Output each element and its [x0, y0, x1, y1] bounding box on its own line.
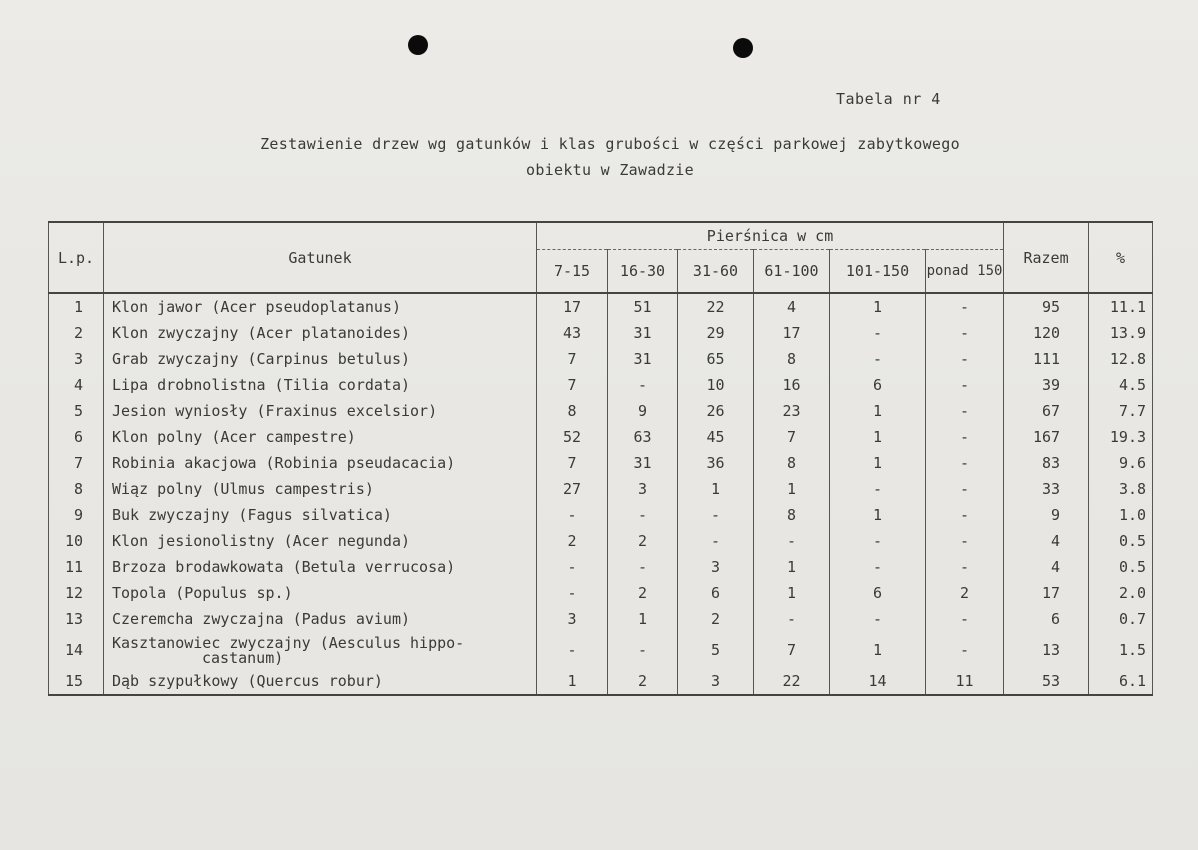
- class-count: 6: [830, 580, 926, 606]
- row-number: 14: [49, 632, 104, 668]
- class-count: -: [926, 293, 1004, 320]
- class-count: 27: [537, 476, 608, 502]
- class-count: 8: [537, 398, 608, 424]
- row-percent: 0.5: [1089, 554, 1153, 580]
- class-count: 16: [754, 372, 830, 398]
- species-name: [104, 346, 537, 372]
- class-count: -: [926, 554, 1004, 580]
- class-count: 7: [537, 450, 608, 476]
- row-percent: 1.0: [1089, 502, 1153, 528]
- row-total: 95: [1004, 293, 1089, 320]
- row-total: 67: [1004, 398, 1089, 424]
- table-row: [49, 320, 1153, 346]
- column-header-class: 16-30: [608, 250, 678, 294]
- row-number: 2: [49, 320, 104, 346]
- row-number: 5: [49, 398, 104, 424]
- class-count: 31: [608, 346, 678, 372]
- row-number: 3: [49, 346, 104, 372]
- species-name-text: Dąb szypułkowy (Quercus robur): [112, 672, 383, 690]
- class-count: -: [830, 528, 926, 554]
- class-count: 43: [537, 320, 608, 346]
- class-count: 1: [754, 476, 830, 502]
- table-row: [49, 580, 1153, 606]
- species-name: [104, 293, 537, 320]
- class-count: -: [830, 476, 926, 502]
- class-count: 8: [754, 502, 830, 528]
- species-name: [104, 372, 537, 398]
- table-row: [49, 528, 1153, 554]
- class-count: 2: [926, 580, 1004, 606]
- class-count: -: [830, 346, 926, 372]
- row-total: 83: [1004, 450, 1089, 476]
- species-name: [104, 606, 537, 632]
- row-percent: 1.5: [1089, 632, 1153, 668]
- class-count: 10: [678, 372, 754, 398]
- class-count: 36: [678, 450, 754, 476]
- table-row: [49, 450, 1153, 476]
- row-total: 17: [1004, 580, 1089, 606]
- class-count: 63: [608, 424, 678, 450]
- row-percent: 6.1: [1089, 668, 1153, 695]
- class-count: -: [754, 528, 830, 554]
- row-total: 33: [1004, 476, 1089, 502]
- class-count: -: [926, 502, 1004, 528]
- class-count: 3: [678, 668, 754, 695]
- class-count: 2: [678, 606, 754, 632]
- class-count: 7: [754, 632, 830, 668]
- class-count: 17: [537, 293, 608, 320]
- class-count: 52: [537, 424, 608, 450]
- class-count: -: [537, 632, 608, 668]
- class-count: 6: [678, 580, 754, 606]
- row-number: 1: [49, 293, 104, 320]
- table-body: [49, 293, 1153, 695]
- row-number: 8: [49, 476, 104, 502]
- class-count: 31: [608, 320, 678, 346]
- row-number: 7: [49, 450, 104, 476]
- species-name-text: Klon polny (Acer campestre): [112, 428, 356, 446]
- column-header-class: ponad 150: [926, 250, 1004, 294]
- class-count: 1: [830, 293, 926, 320]
- class-count: 3: [537, 606, 608, 632]
- row-total: 111: [1004, 346, 1089, 372]
- class-count: 7: [537, 346, 608, 372]
- class-count: 51: [608, 293, 678, 320]
- row-percent: 19.3: [1089, 424, 1153, 450]
- class-count: -: [926, 632, 1004, 668]
- class-count: 8: [754, 450, 830, 476]
- class-count: -: [926, 398, 1004, 424]
- class-count: 3: [608, 476, 678, 502]
- row-percent: 9.6: [1089, 450, 1153, 476]
- class-count: 1: [754, 554, 830, 580]
- class-count: 22: [754, 668, 830, 695]
- class-count: -: [830, 606, 926, 632]
- class-count: 3: [678, 554, 754, 580]
- punch-hole: [408, 35, 428, 55]
- species-name: [104, 554, 537, 580]
- species-name-text: Jesion wyniosły (Fraxinus excelsior): [112, 402, 438, 420]
- column-header-class: 7-15: [537, 250, 608, 294]
- column-group-diameter: Pierśnica w cm: [537, 222, 1004, 250]
- row-percent: 2.0: [1089, 580, 1153, 606]
- class-count: 1: [537, 668, 608, 695]
- table-row: [49, 346, 1153, 372]
- table-row: [49, 372, 1153, 398]
- species-name: [104, 502, 537, 528]
- class-count: 22: [678, 293, 754, 320]
- row-percent: 3.8: [1089, 476, 1153, 502]
- table-row: [49, 424, 1153, 450]
- species-name-text: Klon zwyczajny (Acer platanoides): [112, 324, 411, 342]
- document-title-line2: obiektu w Zawadzie: [526, 161, 694, 179]
- table-row: [49, 554, 1153, 580]
- class-count: 4: [754, 293, 830, 320]
- row-total: 4: [1004, 554, 1089, 580]
- class-count: -: [926, 320, 1004, 346]
- column-header-total: Razem: [1004, 222, 1089, 293]
- class-count: -: [926, 450, 1004, 476]
- species-name-text: Grab zwyczajny (Carpinus betulus): [112, 350, 411, 368]
- column-header-class: 61-100: [754, 250, 830, 294]
- row-number: 15: [49, 668, 104, 695]
- row-percent: 7.7: [1089, 398, 1153, 424]
- species-name: [104, 424, 537, 450]
- class-count: 65: [678, 346, 754, 372]
- species-table: [48, 221, 1153, 696]
- class-count: -: [830, 554, 926, 580]
- class-count: 11: [926, 668, 1004, 695]
- document-title-line1: Zestawienie drzew wg gatunków i klas grubości w części parkowej zabytkowego: [260, 135, 960, 153]
- class-count: -: [678, 528, 754, 554]
- class-count: 1: [830, 424, 926, 450]
- table-row: [49, 632, 1153, 668]
- class-count: 2: [537, 528, 608, 554]
- class-count: 7: [754, 424, 830, 450]
- table-row: [49, 293, 1153, 320]
- class-count: 1: [830, 632, 926, 668]
- class-count: 8: [754, 346, 830, 372]
- species-name: [104, 398, 537, 424]
- species-name-text: Lipa drobnolistna (Tilia cordata): [112, 376, 411, 394]
- row-total: 167: [1004, 424, 1089, 450]
- species-name-text: Buk zwyczajny (Fagus silvatica): [112, 506, 392, 524]
- class-count: -: [537, 554, 608, 580]
- class-count: 1: [830, 450, 926, 476]
- class-count: 1: [608, 606, 678, 632]
- class-count: 31: [608, 450, 678, 476]
- class-count: 17: [754, 320, 830, 346]
- punch-hole: [733, 38, 753, 58]
- species-name-text: Wiąz polny (Ulmus campestris): [112, 480, 374, 498]
- class-count: 1: [754, 580, 830, 606]
- row-total: 120: [1004, 320, 1089, 346]
- species-name: [104, 580, 537, 606]
- species-name: [104, 320, 537, 346]
- class-count: -: [830, 320, 926, 346]
- table-row: [49, 502, 1153, 528]
- row-percent: 4.5: [1089, 372, 1153, 398]
- species-name-text: Klon jawor (Acer pseudoplatanus): [112, 298, 401, 316]
- species-name: [104, 450, 537, 476]
- row-total: 4: [1004, 528, 1089, 554]
- class-count: 1: [678, 476, 754, 502]
- class-count: 29: [678, 320, 754, 346]
- class-count: 9: [608, 398, 678, 424]
- class-count: -: [926, 476, 1004, 502]
- row-number: 13: [49, 606, 104, 632]
- species-name-continuation: castanum): [202, 649, 284, 667]
- row-percent: 13.9: [1089, 320, 1153, 346]
- row-percent: 12.8: [1089, 346, 1153, 372]
- class-count: 1: [830, 502, 926, 528]
- column-header-class: 31-60: [678, 250, 754, 294]
- class-count: -: [608, 554, 678, 580]
- class-count: -: [926, 606, 1004, 632]
- row-total: 39: [1004, 372, 1089, 398]
- species-name-text: Robinia akacjowa (Robinia pseudacacia): [112, 454, 456, 472]
- column-header-percent: %: [1089, 222, 1153, 293]
- class-count: 14: [830, 668, 926, 695]
- class-count: 7: [537, 372, 608, 398]
- row-number: 4: [49, 372, 104, 398]
- class-count: 2: [608, 528, 678, 554]
- table-row: [49, 476, 1153, 502]
- class-count: 2: [608, 668, 678, 695]
- species-name: [104, 668, 537, 695]
- row-percent: 0.7: [1089, 606, 1153, 632]
- row-total: 53: [1004, 668, 1089, 695]
- class-count: -: [608, 502, 678, 528]
- class-count: -: [926, 372, 1004, 398]
- species-name-text: Czeremcha zwyczajna (Padus avium): [112, 610, 411, 628]
- class-count: -: [926, 424, 1004, 450]
- species-name-text: Brzoza brodawkowata (Betula verrucosa): [112, 558, 456, 576]
- row-total: 6: [1004, 606, 1089, 632]
- class-count: -: [537, 580, 608, 606]
- class-count: 26: [678, 398, 754, 424]
- species-name-text: Kasztanowiec zwyczajny (Aesculus hippo-: [112, 634, 465, 652]
- row-number: 6: [49, 424, 104, 450]
- row-percent: 0.5: [1089, 528, 1153, 554]
- table-row: [49, 606, 1153, 632]
- table-row: [49, 398, 1153, 424]
- class-count: 1: [830, 398, 926, 424]
- column-header-class: 101-150: [830, 250, 926, 294]
- class-count: 6: [830, 372, 926, 398]
- column-header-lp: L.p.: [49, 222, 104, 293]
- class-count: 23: [754, 398, 830, 424]
- row-percent: 11.1: [1089, 293, 1153, 320]
- species-name-text: Klon jesionolistny (Acer negunda): [112, 532, 411, 550]
- row-number: 9: [49, 502, 104, 528]
- class-count: -: [608, 372, 678, 398]
- class-count: 2: [608, 580, 678, 606]
- class-count: 5: [678, 632, 754, 668]
- row-total: 9: [1004, 502, 1089, 528]
- class-count: -: [754, 606, 830, 632]
- class-count: -: [608, 632, 678, 668]
- row-total: 13: [1004, 632, 1089, 668]
- row-number: 10: [49, 528, 104, 554]
- class-count: -: [926, 346, 1004, 372]
- table-row: [49, 668, 1153, 695]
- class-count: -: [678, 502, 754, 528]
- species-name-text: Topola (Populus sp.): [112, 584, 293, 602]
- species-name: [104, 632, 537, 668]
- column-header-species: Gatunek: [104, 222, 537, 293]
- class-count: 45: [678, 424, 754, 450]
- class-count: -: [537, 502, 608, 528]
- class-count: -: [926, 528, 1004, 554]
- row-number: 12: [49, 580, 104, 606]
- table-number: Tabela nr 4: [836, 90, 941, 108]
- species-name: [104, 528, 537, 554]
- species-name: [104, 476, 537, 502]
- row-number: 11: [49, 554, 104, 580]
